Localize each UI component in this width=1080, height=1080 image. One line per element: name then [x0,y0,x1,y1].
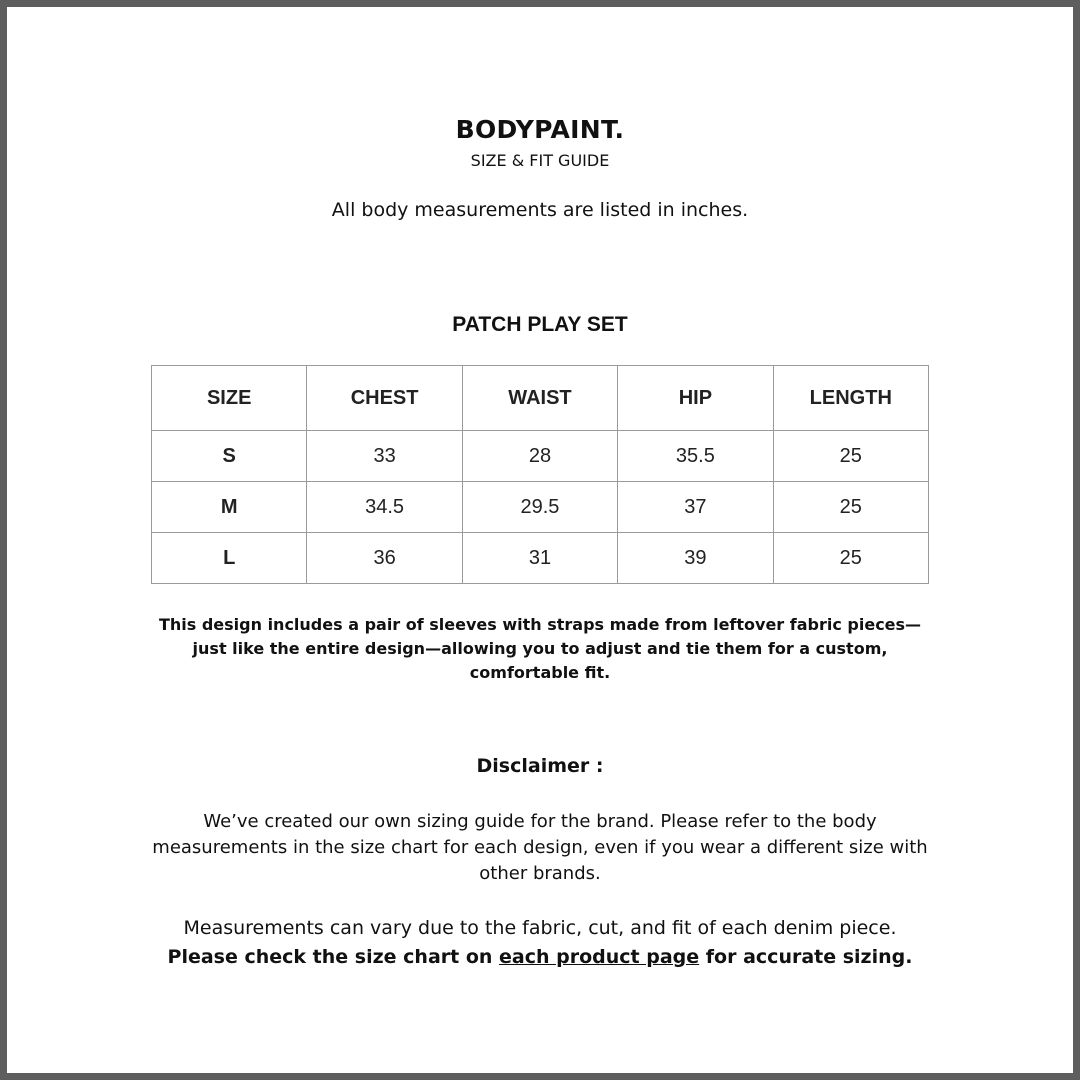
size-chart-table [151,365,929,584]
column-header-hip: HIP [618,366,773,431]
column-header-chest: CHEST [307,366,462,431]
chest-cell: 34.5 [307,482,462,533]
chest-cell: 33 [307,431,462,482]
chest-cell: 36 [307,533,462,584]
units-note: All body measurements are listed in inches. [331,199,749,221]
size-cell: S [152,431,307,482]
length-cell: 25 [773,533,928,584]
table-row [152,482,929,533]
size-cell: M [152,482,307,533]
table-row [152,533,929,584]
measurement-note: Measurements can vary due to the fabric, cut, and fit of each denim piece. [183,917,897,939]
product-name: PATCH PLAY SET [452,313,628,336]
waist-cell: 29.5 [462,482,617,533]
hip-cell: 39 [618,533,773,584]
table-row [152,431,929,482]
disclaimer-heading: Disclaimer : [476,755,604,777]
waist-cell: 31 [462,533,617,584]
column-header-length: LENGTH [773,366,928,431]
sleeve-note: This design includes a pair of sleeves with straps made from leftover fabric pieces—just like the entire design—allowing you to adjust and tie them for a custom, comfortable fit. [158,615,922,682]
brand-title: BODYPAINT. [455,115,625,144]
product-page-link[interactable]: each product page [499,946,700,968]
reminder-suffix: for accurate sizing. [699,946,913,968]
hip-cell: 37 [618,482,773,533]
table-header-row [152,366,929,431]
size-cell: L [152,533,307,584]
size-chart-reminder [107,943,973,971]
waist-cell: 28 [462,431,617,482]
disclaimer-body: We’ve created our own sizing guide for the brand. Please refer to the body measurements in the size chart for each design, even if you wear a different size with other brands. [152,811,928,884]
length-cell: 25 [773,431,928,482]
column-header-waist: WAIST [462,366,617,431]
reminder-prefix: Please check the size chart on [167,946,500,968]
hip-cell: 35.5 [618,431,773,482]
guide-subtitle: SIZE & FIT GUIDE [470,151,610,170]
length-cell: 25 [773,482,928,533]
column-header-size: SIZE [152,366,307,431]
